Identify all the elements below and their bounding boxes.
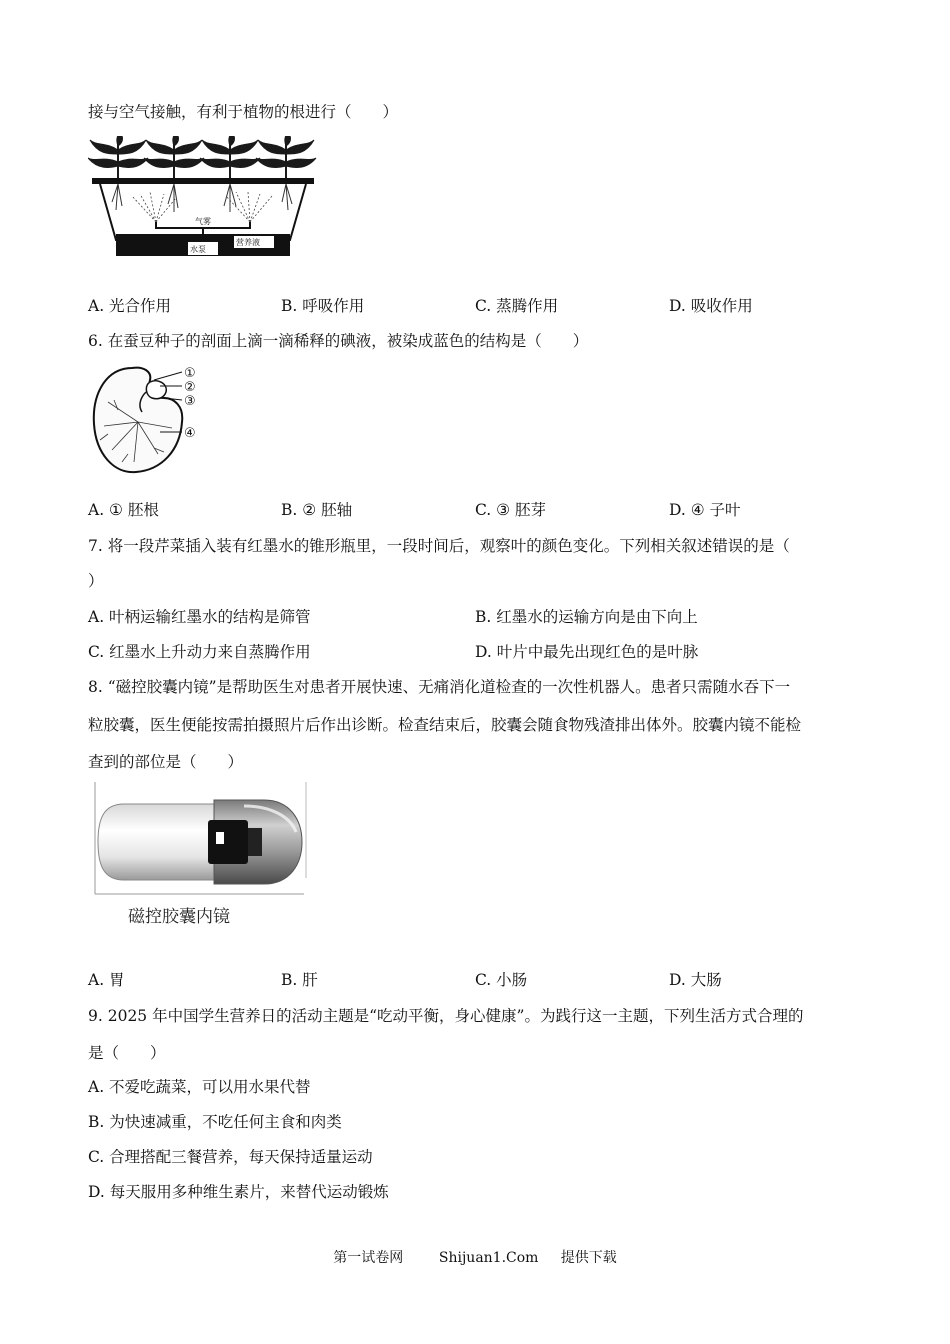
q6-option-d[interactable]: D. ④ 子叶 (669, 501, 741, 519)
q8-stem-line1: 8. “磁控胶囊内镜”是帮助医生对患者开展快速、无痛消化道检查的一次性机器人。患者只需随水吞下一 (88, 678, 791, 696)
q6-stem: 6. 在蚕豆种子的剖面上滴一滴稀释的碘液，被染成蓝色的结构是（ ） (88, 332, 589, 350)
q5-stem-tail: 接与空气接触，有利于植物的根进行（ ） (88, 103, 399, 121)
marker-2: ② (184, 380, 196, 395)
q7-option-b[interactable]: B. 红墨水的运输方向是由下向上 (475, 608, 698, 626)
marker-4: ④ (184, 426, 196, 441)
q5-option-c[interactable]: C. 蒸腾作用 (475, 297, 559, 315)
marker-1: ① (184, 366, 196, 381)
mist-label: 气雾 (195, 217, 211, 226)
q9-stem-line2: 是（ ） (88, 1044, 166, 1062)
pump-label: 水泵 (190, 245, 206, 254)
q6-option-b[interactable]: B. ② 胚轴 (281, 501, 353, 519)
q9-option-c[interactable]: C. 合理搭配三餐营养，每天保持适量运动 (88, 1148, 373, 1166)
q8-stem-line3: 查到的部位是（ ） (88, 753, 244, 771)
marker-3: ③ (184, 394, 196, 409)
q7-option-c[interactable]: C. 红墨水上升动力来自蒸腾作用 (88, 643, 311, 661)
q7-stem-line1: 7. 将一段芹菜插入装有红墨水的锥形瓶里，一段时间后，观察叶的颜色变化。下列相关叙述错误的是（ (88, 537, 790, 555)
q5-option-b[interactable]: B. 呼吸作用 (281, 297, 365, 315)
footer-note: 提供下载 (560, 1250, 617, 1266)
capsule-caption: 磁控胶囊内镜 (128, 907, 230, 927)
q7-option-a[interactable]: A. 叶柄运输红墨水的结构是筛管 (88, 608, 311, 626)
q9-option-b[interactable]: B. 为快速减重，不吃任何主食和肉类 (88, 1113, 342, 1131)
footer-site: 第一试卷网 (333, 1250, 404, 1266)
footer-domain[interactable]: Shijuan1.Com (438, 1250, 539, 1266)
q7-option-d[interactable]: D. 叶片中最先出现红色的是叶脉 (475, 643, 699, 661)
q8-option-a[interactable]: A. 胃 (88, 971, 125, 989)
q7-stem-line2: ） (88, 572, 104, 590)
q5-option-a[interactable]: A. 光合作用 (88, 297, 172, 315)
q9-option-a[interactable]: A. 不爱吃蔬菜，可以用水果代替 (88, 1078, 311, 1096)
q9-stem-line1: 9. 2025 年中国学生营养日的活动主题是“吃动平衡，身心健康”。为践行这一主题，下列生活方式合理的 (88, 1007, 804, 1025)
page-footer (0, 1247, 950, 1267)
aeroponics-figure (88, 136, 318, 260)
q6-option-a[interactable]: A. ① 胚根 (88, 501, 159, 519)
q8-option-b[interactable]: B. 肝 (281, 971, 318, 989)
nutrient-label: 营养液 (236, 238, 260, 247)
broad-bean-seed-figure (88, 362, 208, 480)
q8-option-c[interactable]: C. 小肠 (475, 971, 528, 989)
q5-option-d[interactable]: D. 吸收作用 (669, 297, 753, 315)
q8-option-d[interactable]: D. 大肠 (669, 971, 722, 989)
capsule-endoscope-image (94, 782, 310, 896)
q6-option-c[interactable]: C. ③ 胚芽 (475, 501, 546, 519)
q8-stem-line2: 粒胶囊，医生便能按需拍摄照片后作出诊断。检查结束后，胶囊会随食物残渣排出体外。胶囊内镜不能检 (88, 716, 802, 734)
q9-option-d[interactable]: D. 每天服用多种维生素片，来替代运动锻炼 (88, 1183, 389, 1201)
